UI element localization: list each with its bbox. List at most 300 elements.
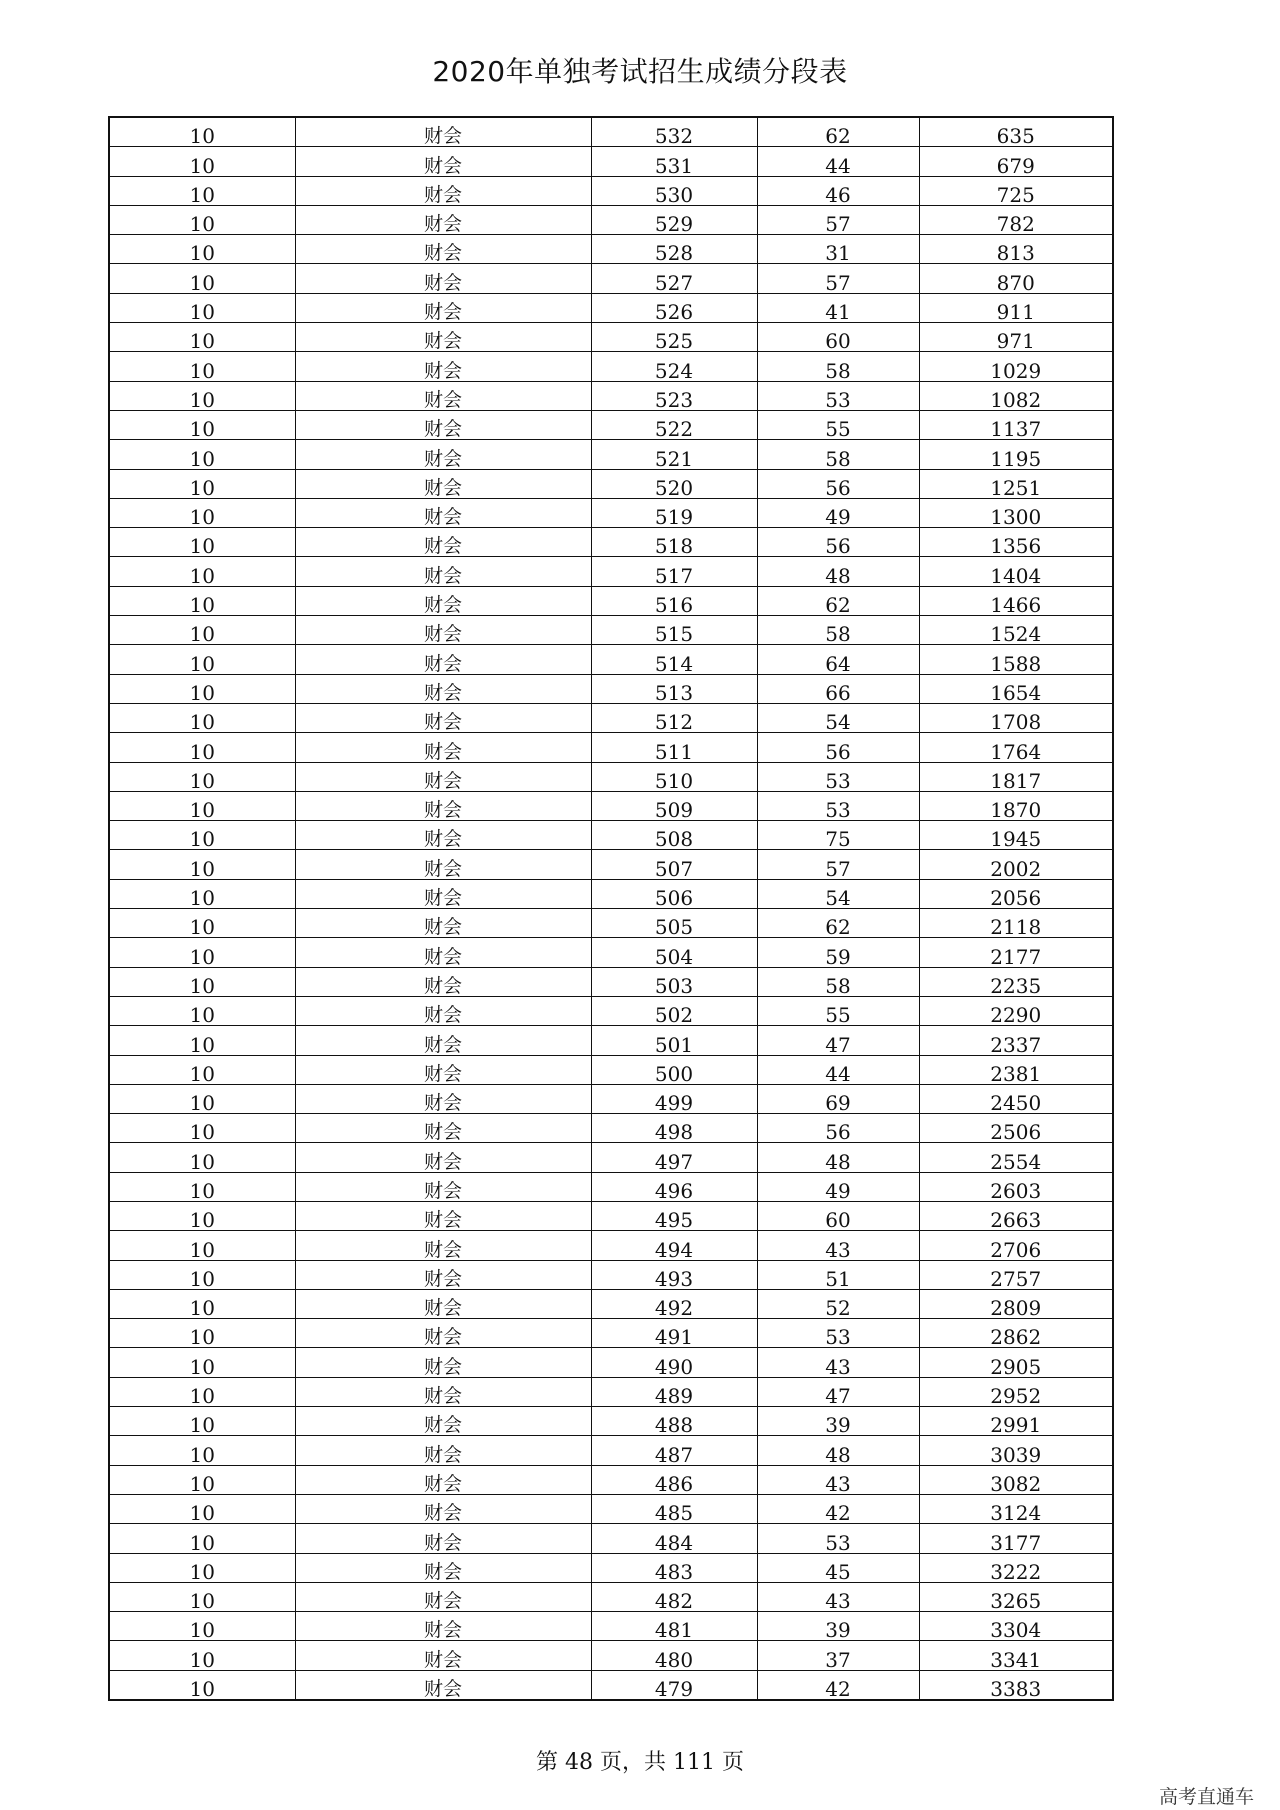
- col-major-cell: 财会: [295, 1114, 591, 1143]
- col-category-cell: 10: [109, 1377, 295, 1406]
- col-count-cell: 37: [757, 1641, 919, 1670]
- col-score-cell: 482: [591, 1582, 757, 1611]
- col-category-cell: 10: [109, 879, 295, 908]
- col-count-cell: 58: [757, 967, 919, 996]
- col-major-cell: 财会: [295, 586, 591, 615]
- col-category-cell: 10: [109, 1582, 295, 1611]
- col-category-cell: 10: [109, 1201, 295, 1230]
- score-table: [108, 116, 1114, 1701]
- col-major-cell: 财会: [295, 1172, 591, 1201]
- col-score-cell: 506: [591, 879, 757, 908]
- col-score-cell: 521: [591, 440, 757, 469]
- col-score-cell: 483: [591, 1553, 757, 1582]
- col-category-cell: 10: [109, 1114, 295, 1143]
- col-score-cell: 496: [591, 1172, 757, 1201]
- col-count-cell: 57: [757, 850, 919, 879]
- col-count-cell: 60: [757, 1201, 919, 1230]
- col-cumulative-cell: 2952: [919, 1377, 1113, 1406]
- col-cumulative-cell: 3222: [919, 1553, 1113, 1582]
- page-footer: 第 48 页，共 111 页: [536, 1750, 744, 1775]
- col-cumulative-cell: 2757: [919, 1260, 1113, 1289]
- col-cumulative-cell: 2177: [919, 938, 1113, 967]
- table-row: [109, 557, 1113, 586]
- table-row: [109, 586, 1113, 615]
- col-category-cell: 10: [109, 528, 295, 557]
- col-score-cell: 494: [591, 1231, 757, 1260]
- score-table-body: [109, 117, 1113, 1700]
- col-score-cell: 516: [591, 586, 757, 615]
- col-cumulative-cell: 782: [919, 205, 1113, 234]
- col-count-cell: 39: [757, 1612, 919, 1641]
- table-row: [109, 528, 1113, 557]
- table-row: [109, 293, 1113, 322]
- col-count-cell: 55: [757, 410, 919, 439]
- col-count-cell: 41: [757, 293, 919, 322]
- table-row: [109, 1553, 1113, 1582]
- col-category-cell: 10: [109, 791, 295, 820]
- table-row: [109, 440, 1113, 469]
- col-cumulative-cell: 2905: [919, 1348, 1113, 1377]
- watermark: 高考直通车: [1158, 1786, 1254, 1808]
- col-major-cell: 财会: [295, 821, 591, 850]
- col-major-cell: 财会: [295, 1494, 591, 1523]
- col-major-cell: 财会: [295, 996, 591, 1025]
- table-row: [109, 1612, 1113, 1641]
- col-count-cell: 54: [757, 879, 919, 908]
- col-count-cell: 49: [757, 1172, 919, 1201]
- col-score-cell: 479: [591, 1670, 757, 1700]
- col-count-cell: 53: [757, 791, 919, 820]
- col-category-cell: 10: [109, 293, 295, 322]
- col-score-cell: 518: [591, 528, 757, 557]
- col-category-cell: 10: [109, 1407, 295, 1436]
- col-score-cell: 492: [591, 1289, 757, 1318]
- col-score-cell: 509: [591, 791, 757, 820]
- col-score-cell: 493: [591, 1260, 757, 1289]
- col-cumulative-cell: 1300: [919, 498, 1113, 527]
- col-major-cell: 财会: [295, 323, 591, 352]
- col-major-cell: 财会: [295, 469, 591, 498]
- col-category-cell: 10: [109, 733, 295, 762]
- col-cumulative-cell: 2337: [919, 1026, 1113, 1055]
- col-cumulative-cell: 1817: [919, 762, 1113, 791]
- col-cumulative-cell: 870: [919, 264, 1113, 293]
- col-category-cell: 10: [109, 909, 295, 938]
- col-count-cell: 44: [757, 147, 919, 176]
- col-major-cell: 财会: [295, 205, 591, 234]
- col-score-cell: 507: [591, 850, 757, 879]
- table-row: [109, 235, 1113, 264]
- col-cumulative-cell: 1404: [919, 557, 1113, 586]
- table-row: [109, 117, 1113, 147]
- table-row: [109, 410, 1113, 439]
- col-score-cell: 497: [591, 1143, 757, 1172]
- col-major-cell: 财会: [295, 147, 591, 176]
- col-count-cell: 48: [757, 1436, 919, 1465]
- col-major-cell: 财会: [295, 879, 591, 908]
- col-count-cell: 47: [757, 1026, 919, 1055]
- table-row: [109, 1436, 1113, 1465]
- col-score-cell: 525: [591, 323, 757, 352]
- table-row: [109, 645, 1113, 674]
- col-score-cell: 508: [591, 821, 757, 850]
- col-major-cell: 财会: [295, 117, 591, 147]
- col-count-cell: 64: [757, 645, 919, 674]
- table-row: [109, 1172, 1113, 1201]
- col-count-cell: 31: [757, 235, 919, 264]
- col-major-cell: 财会: [295, 1026, 591, 1055]
- col-score-cell: 480: [591, 1641, 757, 1670]
- col-count-cell: 56: [757, 733, 919, 762]
- col-major-cell: 财会: [295, 645, 591, 674]
- col-count-cell: 43: [757, 1231, 919, 1260]
- table-row: [109, 733, 1113, 762]
- table-row: [109, 762, 1113, 791]
- col-major-cell: 财会: [295, 1612, 591, 1641]
- table-row: [109, 469, 1113, 498]
- col-cumulative-cell: 2506: [919, 1114, 1113, 1143]
- col-cumulative-cell: 911: [919, 293, 1113, 322]
- col-cumulative-cell: 3383: [919, 1670, 1113, 1700]
- col-score-cell: 524: [591, 352, 757, 381]
- col-category-cell: 10: [109, 264, 295, 293]
- table-row: [109, 616, 1113, 645]
- col-cumulative-cell: 2706: [919, 1231, 1113, 1260]
- col-cumulative-cell: 2809: [919, 1289, 1113, 1318]
- col-category-cell: 10: [109, 469, 295, 498]
- col-score-cell: 489: [591, 1377, 757, 1406]
- col-major-cell: 财会: [295, 1670, 591, 1700]
- col-major-cell: 财会: [295, 1377, 591, 1406]
- table-row: [109, 1582, 1113, 1611]
- col-score-cell: 522: [591, 410, 757, 439]
- col-major-cell: 财会: [295, 616, 591, 645]
- col-cumulative-cell: 1195: [919, 440, 1113, 469]
- col-score-cell: 513: [591, 674, 757, 703]
- col-category-cell: 10: [109, 1084, 295, 1113]
- col-major-cell: 财会: [295, 557, 591, 586]
- col-count-cell: 75: [757, 821, 919, 850]
- col-major-cell: 财会: [295, 967, 591, 996]
- col-score-cell: 527: [591, 264, 757, 293]
- table-row: [109, 352, 1113, 381]
- col-count-cell: 43: [757, 1465, 919, 1494]
- col-cumulative-cell: 2991: [919, 1407, 1113, 1436]
- col-major-cell: 财会: [295, 1348, 591, 1377]
- col-count-cell: 56: [757, 1114, 919, 1143]
- col-score-cell: 498: [591, 1114, 757, 1143]
- col-count-cell: 53: [757, 1319, 919, 1348]
- table-row: [109, 1114, 1113, 1143]
- col-score-cell: 531: [591, 147, 757, 176]
- table-row: [109, 791, 1113, 820]
- col-score-cell: 503: [591, 967, 757, 996]
- col-score-cell: 487: [591, 1436, 757, 1465]
- col-count-cell: 43: [757, 1348, 919, 1377]
- table-row: [109, 1201, 1113, 1230]
- col-cumulative-cell: 1708: [919, 703, 1113, 732]
- table-row: [109, 996, 1113, 1025]
- col-major-cell: 财会: [295, 528, 591, 557]
- col-count-cell: 66: [757, 674, 919, 703]
- col-score-cell: 500: [591, 1055, 757, 1084]
- col-category-cell: 10: [109, 1289, 295, 1318]
- col-category-cell: 10: [109, 498, 295, 527]
- table-row: [109, 1055, 1113, 1084]
- table-row: [109, 674, 1113, 703]
- col-category-cell: 10: [109, 1641, 295, 1670]
- col-score-cell: 501: [591, 1026, 757, 1055]
- col-category-cell: 10: [109, 645, 295, 674]
- table-row: [109, 381, 1113, 410]
- col-cumulative-cell: 2118: [919, 909, 1113, 938]
- col-category-cell: 10: [109, 1055, 295, 1084]
- col-major-cell: 财会: [295, 381, 591, 410]
- col-count-cell: 42: [757, 1670, 919, 1700]
- col-category-cell: 10: [109, 616, 295, 645]
- col-major-cell: 财会: [295, 1231, 591, 1260]
- col-major-cell: 财会: [295, 791, 591, 820]
- col-major-cell: 财会: [295, 293, 591, 322]
- table-row: [109, 909, 1113, 938]
- col-score-cell: 502: [591, 996, 757, 1025]
- page-title: 2020年单独考试招生成绩分段表: [432, 55, 848, 88]
- col-major-cell: 财会: [295, 850, 591, 879]
- col-score-cell: 488: [591, 1407, 757, 1436]
- table-row: [109, 1524, 1113, 1553]
- col-score-cell: 505: [591, 909, 757, 938]
- col-score-cell: 515: [591, 616, 757, 645]
- col-category-cell: 10: [109, 821, 295, 850]
- col-cumulative-cell: 3177: [919, 1524, 1113, 1553]
- col-major-cell: 财会: [295, 352, 591, 381]
- col-cumulative-cell: 813: [919, 235, 1113, 264]
- col-count-cell: 58: [757, 440, 919, 469]
- col-cumulative-cell: 2450: [919, 1084, 1113, 1113]
- col-cumulative-cell: 3341: [919, 1641, 1113, 1670]
- col-score-cell: 484: [591, 1524, 757, 1553]
- col-category-cell: 10: [109, 1172, 295, 1201]
- col-category-cell: 10: [109, 850, 295, 879]
- col-category-cell: 10: [109, 176, 295, 205]
- col-count-cell: 57: [757, 264, 919, 293]
- col-count-cell: 42: [757, 1494, 919, 1523]
- col-major-cell: 财会: [295, 909, 591, 938]
- col-score-cell: 490: [591, 1348, 757, 1377]
- col-count-cell: 58: [757, 352, 919, 381]
- col-cumulative-cell: 3039: [919, 1436, 1113, 1465]
- col-cumulative-cell: 2603: [919, 1172, 1113, 1201]
- col-score-cell: 512: [591, 703, 757, 732]
- col-count-cell: 56: [757, 528, 919, 557]
- col-category-cell: 10: [109, 117, 295, 147]
- col-score-cell: 520: [591, 469, 757, 498]
- col-cumulative-cell: 2381: [919, 1055, 1113, 1084]
- col-cumulative-cell: 2862: [919, 1319, 1113, 1348]
- col-score-cell: 528: [591, 235, 757, 264]
- col-score-cell: 532: [591, 117, 757, 147]
- table-row: [109, 205, 1113, 234]
- col-major-cell: 财会: [295, 1289, 591, 1318]
- col-count-cell: 57: [757, 205, 919, 234]
- col-cumulative-cell: 2290: [919, 996, 1113, 1025]
- col-major-cell: 财会: [295, 1407, 591, 1436]
- table-row: [109, 147, 1113, 176]
- col-cumulative-cell: 1945: [919, 821, 1113, 850]
- col-score-cell: 530: [591, 176, 757, 205]
- table-row: [109, 323, 1113, 352]
- col-cumulative-cell: 1654: [919, 674, 1113, 703]
- table-row: [109, 1231, 1113, 1260]
- col-major-cell: 财会: [295, 733, 591, 762]
- col-major-cell: 财会: [295, 1055, 591, 1084]
- col-major-cell: 财会: [295, 1465, 591, 1494]
- col-major-cell: 财会: [295, 1641, 591, 1670]
- table-row: [109, 1026, 1113, 1055]
- col-count-cell: 62: [757, 586, 919, 615]
- col-major-cell: 财会: [295, 674, 591, 703]
- col-major-cell: 财会: [295, 703, 591, 732]
- col-count-cell: 56: [757, 469, 919, 498]
- col-count-cell: 53: [757, 762, 919, 791]
- col-count-cell: 60: [757, 323, 919, 352]
- col-score-cell: 529: [591, 205, 757, 234]
- col-score-cell: 495: [591, 1201, 757, 1230]
- col-cumulative-cell: 1251: [919, 469, 1113, 498]
- col-category-cell: 10: [109, 440, 295, 469]
- col-category-cell: 10: [109, 1524, 295, 1553]
- col-count-cell: 62: [757, 909, 919, 938]
- col-cumulative-cell: 1870: [919, 791, 1113, 820]
- col-category-cell: 10: [109, 1319, 295, 1348]
- col-count-cell: 46: [757, 176, 919, 205]
- col-count-cell: 48: [757, 1143, 919, 1172]
- col-cumulative-cell: 971: [919, 323, 1113, 352]
- col-category-cell: 10: [109, 557, 295, 586]
- col-cumulative-cell: 2002: [919, 850, 1113, 879]
- col-cumulative-cell: 679: [919, 147, 1113, 176]
- col-count-cell: 51: [757, 1260, 919, 1289]
- col-category-cell: 10: [109, 967, 295, 996]
- table-row: [109, 176, 1113, 205]
- col-cumulative-cell: 2663: [919, 1201, 1113, 1230]
- col-category-cell: 10: [109, 1231, 295, 1260]
- table-row: [109, 1289, 1113, 1318]
- col-score-cell: 486: [591, 1465, 757, 1494]
- col-major-cell: 财会: [295, 1319, 591, 1348]
- col-cumulative-cell: 635: [919, 117, 1113, 147]
- col-score-cell: 511: [591, 733, 757, 762]
- col-major-cell: 财会: [295, 498, 591, 527]
- col-count-cell: 69: [757, 1084, 919, 1113]
- col-cumulative-cell: 3304: [919, 1612, 1113, 1641]
- col-category-cell: 10: [109, 586, 295, 615]
- table-row: [109, 879, 1113, 908]
- col-count-cell: 49: [757, 498, 919, 527]
- col-score-cell: 485: [591, 1494, 757, 1523]
- col-major-cell: 财会: [295, 762, 591, 791]
- col-count-cell: 44: [757, 1055, 919, 1084]
- table-row: [109, 1641, 1113, 1670]
- col-cumulative-cell: 1356: [919, 528, 1113, 557]
- col-count-cell: 53: [757, 381, 919, 410]
- col-cumulative-cell: 3082: [919, 1465, 1113, 1494]
- col-category-cell: 10: [109, 1143, 295, 1172]
- col-cumulative-cell: 1082: [919, 381, 1113, 410]
- col-score-cell: 499: [591, 1084, 757, 1113]
- col-score-cell: 510: [591, 762, 757, 791]
- table-row: [109, 1348, 1113, 1377]
- col-major-cell: 财会: [295, 235, 591, 264]
- col-count-cell: 62: [757, 117, 919, 147]
- table-row: [109, 1377, 1113, 1406]
- col-major-cell: 财会: [295, 410, 591, 439]
- col-category-cell: 10: [109, 1670, 295, 1700]
- col-category-cell: 10: [109, 1026, 295, 1055]
- col-cumulative-cell: 3265: [919, 1582, 1113, 1611]
- table-row: [109, 703, 1113, 732]
- col-major-cell: 财会: [295, 1582, 591, 1611]
- col-major-cell: 财会: [295, 1553, 591, 1582]
- col-score-cell: 523: [591, 381, 757, 410]
- col-count-cell: 52: [757, 1289, 919, 1318]
- table-row: [109, 821, 1113, 850]
- col-category-cell: 10: [109, 352, 295, 381]
- col-count-cell: 47: [757, 1377, 919, 1406]
- col-cumulative-cell: 1466: [919, 586, 1113, 615]
- col-count-cell: 39: [757, 1407, 919, 1436]
- col-major-cell: 财会: [295, 1524, 591, 1553]
- col-count-cell: 43: [757, 1582, 919, 1611]
- col-major-cell: 财会: [295, 1260, 591, 1289]
- col-count-cell: 59: [757, 938, 919, 967]
- col-score-cell: 526: [591, 293, 757, 322]
- col-cumulative-cell: 1764: [919, 733, 1113, 762]
- col-cumulative-cell: 1588: [919, 645, 1113, 674]
- col-score-cell: 519: [591, 498, 757, 527]
- col-category-cell: 10: [109, 1465, 295, 1494]
- col-cumulative-cell: 2235: [919, 967, 1113, 996]
- col-category-cell: 10: [109, 1494, 295, 1523]
- col-category-cell: 10: [109, 996, 295, 1025]
- col-count-cell: 55: [757, 996, 919, 1025]
- col-category-cell: 10: [109, 235, 295, 264]
- table-row: [109, 1084, 1113, 1113]
- col-major-cell: 财会: [295, 938, 591, 967]
- table-row: [109, 1260, 1113, 1289]
- table-row: [109, 850, 1113, 879]
- col-cumulative-cell: 2554: [919, 1143, 1113, 1172]
- table-row: [109, 967, 1113, 996]
- col-category-cell: 10: [109, 762, 295, 791]
- col-category-cell: 10: [109, 1260, 295, 1289]
- col-cumulative-cell: 725: [919, 176, 1113, 205]
- col-count-cell: 45: [757, 1553, 919, 1582]
- col-category-cell: 10: [109, 703, 295, 732]
- col-count-cell: 58: [757, 616, 919, 645]
- col-score-cell: 491: [591, 1319, 757, 1348]
- table-row: [109, 1319, 1113, 1348]
- col-cumulative-cell: 1029: [919, 352, 1113, 381]
- col-category-cell: 10: [109, 381, 295, 410]
- col-cumulative-cell: 1137: [919, 410, 1113, 439]
- col-cumulative-cell: 2056: [919, 879, 1113, 908]
- table-row: [109, 938, 1113, 967]
- col-score-cell: 517: [591, 557, 757, 586]
- col-category-cell: 10: [109, 674, 295, 703]
- col-cumulative-cell: 3124: [919, 1494, 1113, 1523]
- col-score-cell: 481: [591, 1612, 757, 1641]
